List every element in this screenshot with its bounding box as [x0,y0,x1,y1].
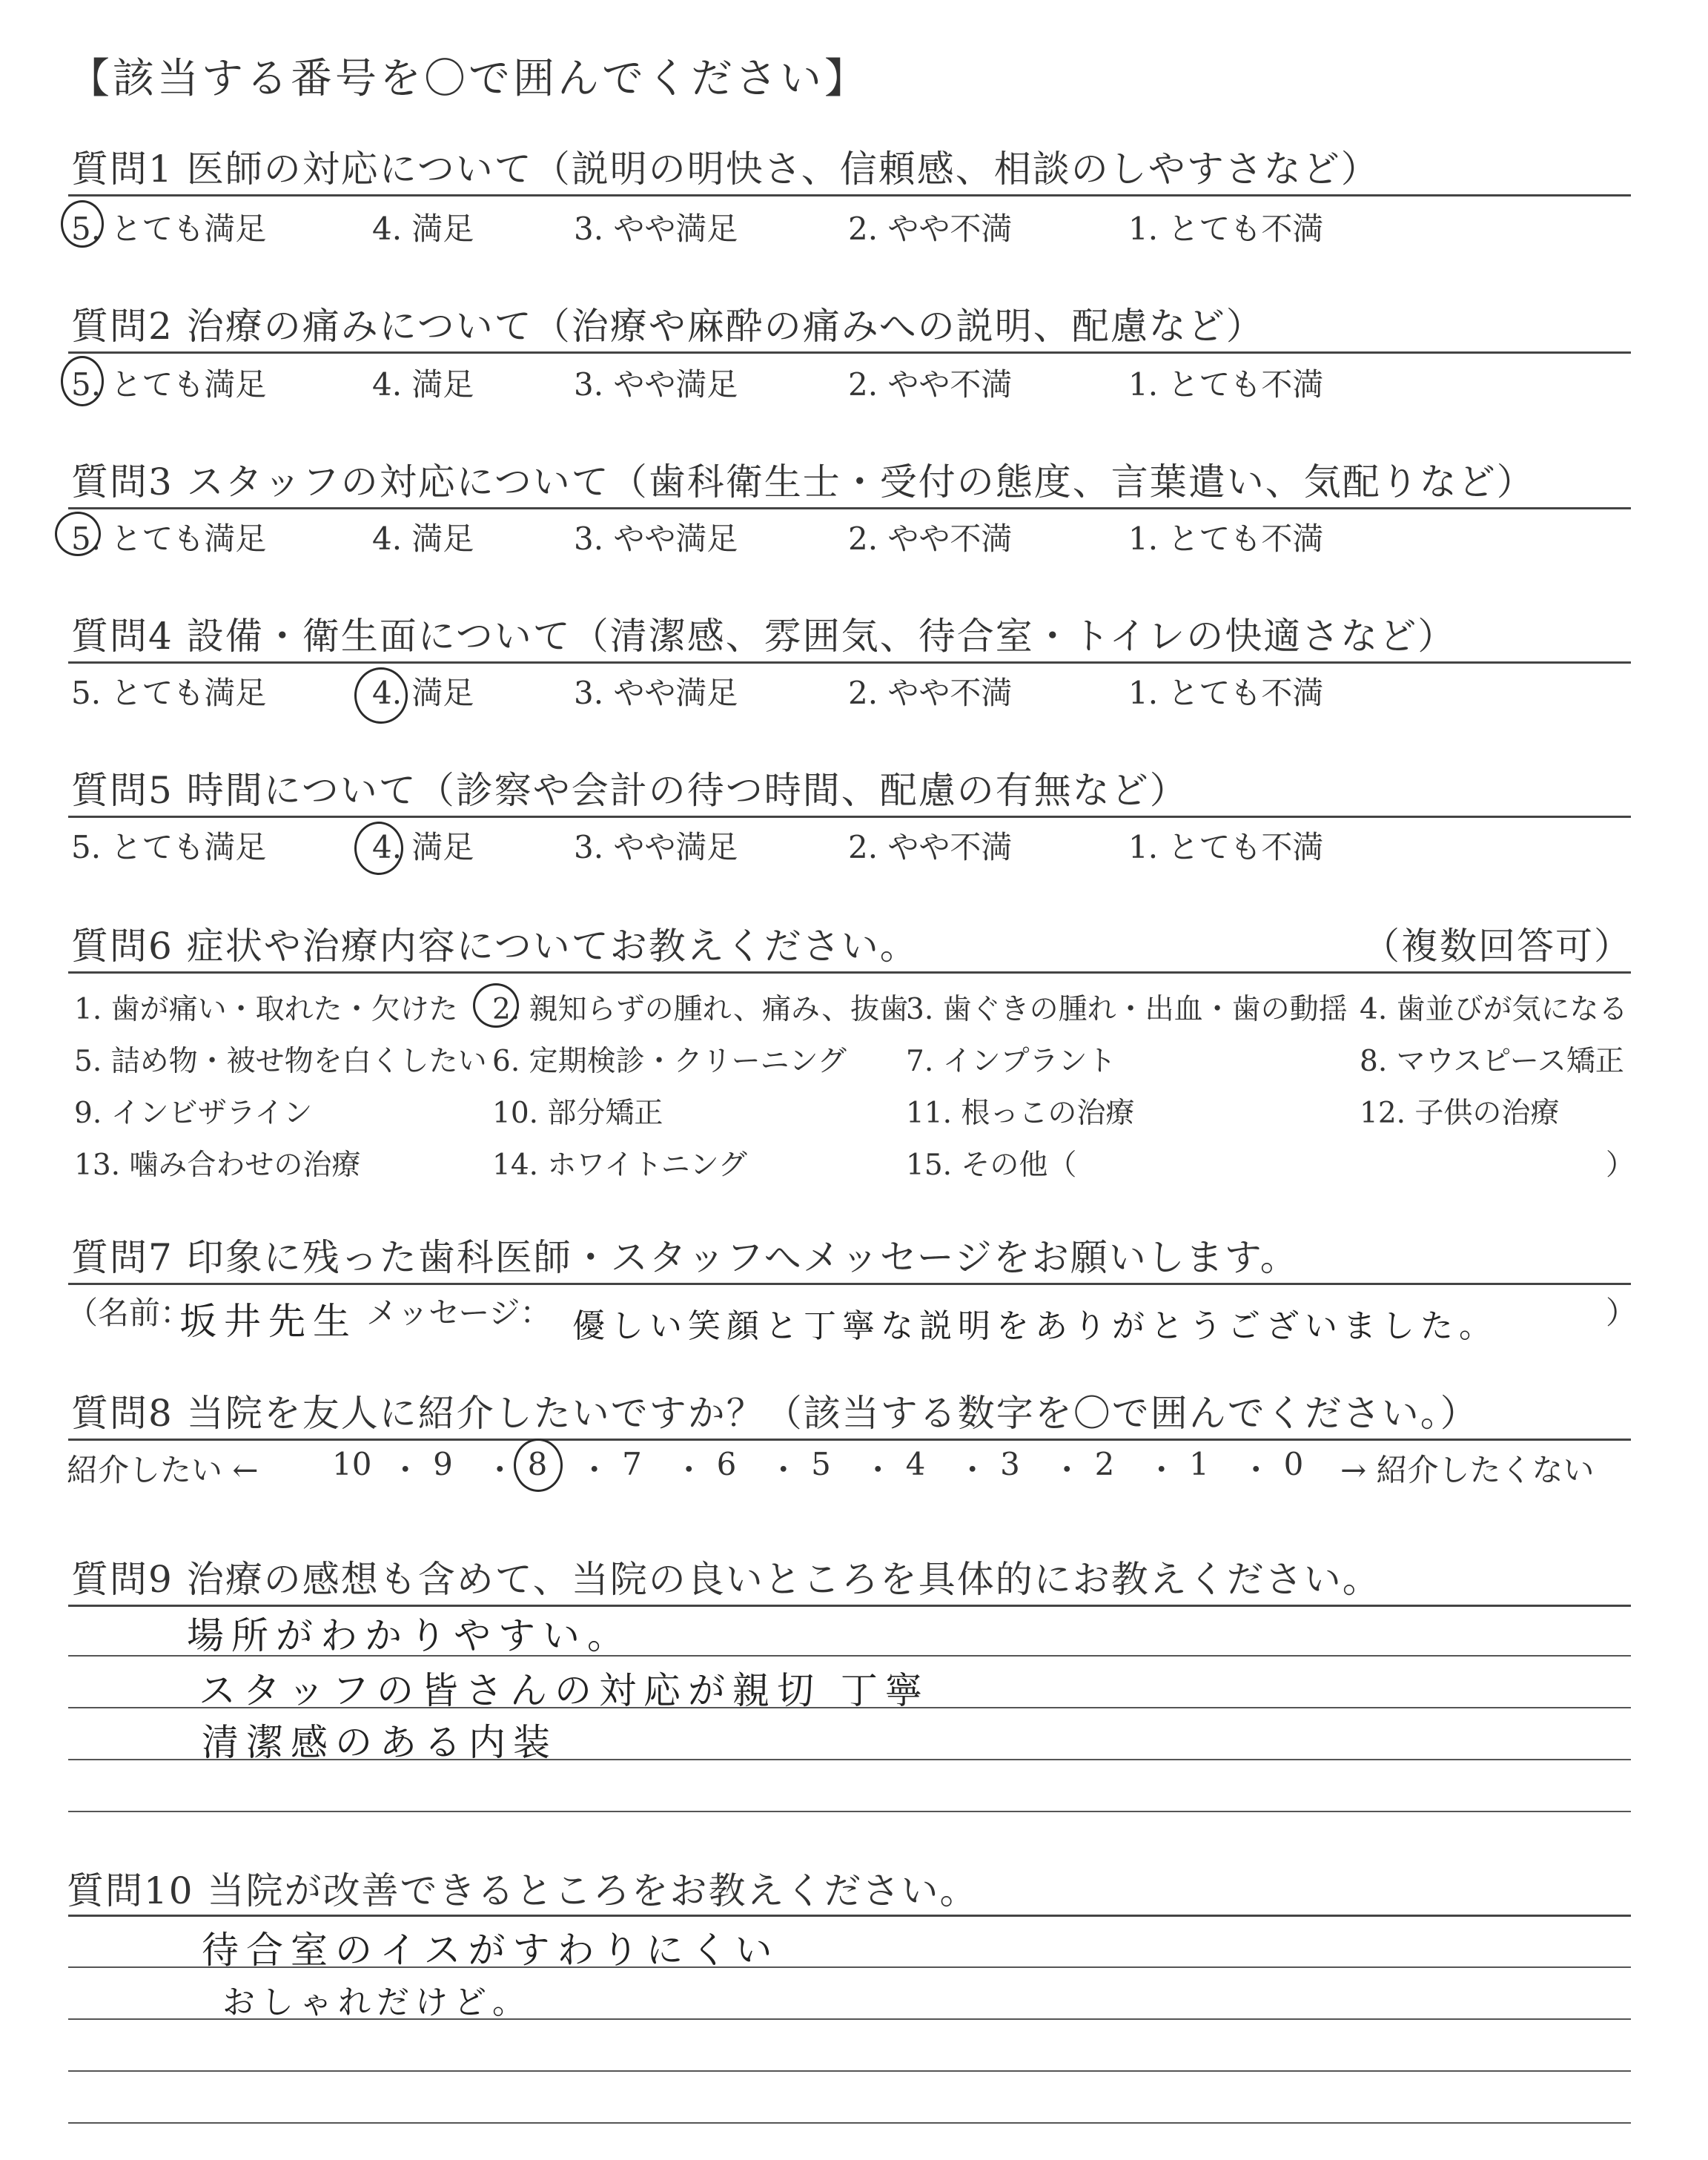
q1-option-3[interactable]: 3. やや満足 [574,211,738,247]
question-2-title: 質問2 治療の痛みについて（治療や麻酔の痛みへの説明、配慮など） [71,305,1265,348]
question-5-title: 質問5 時間について（診察や会計の待つ時間、配慮の有無など） [71,769,1188,812]
q4-option-1[interactable]: 1. とても不満 [1128,675,1324,711]
q3-option-1[interactable]: 1. とても不満 [1128,521,1324,557]
question-9-title: 質問9 治療の感想も含めて、当院の良いところを具体的にお教えください。 [71,1558,1381,1601]
question-10-title: 質問10 当院が改善できるところをお教えください。 [67,1869,979,1912]
question-6-note: （複数回答可） [1363,925,1632,968]
q10-answer-1[interactable]: 待合室のイスがすわりにくい [202,1929,780,1972]
q8-scale-separator: ・ [389,1452,421,1488]
q8-right-label: → 紹介したくない [1340,1452,1595,1488]
q6-item-15[interactable]: 15. その他（ [906,1149,1077,1182]
q5-option-1[interactable]: 1. とても不満 [1128,829,1324,865]
q5-selection-circle [354,822,403,875]
q5-option-2[interactable]: 2. やや不満 [848,829,1013,865]
q4-option-2[interactable]: 2. やや不満 [848,675,1013,711]
q1-option-4[interactable]: 4. 満足 [372,211,474,247]
q8-selection-circle [514,1439,563,1492]
q7-name-value[interactable]: 坂井先生 [179,1300,357,1343]
q6-item-11[interactable]: 11. 根っこの治療 [906,1097,1135,1130]
q4-option-3[interactable]: 3. やや満足 [574,675,738,711]
q2-option-2[interactable]: 2. やや不満 [848,366,1013,403]
question-1-rule [68,194,1631,196]
q2-option-3[interactable]: 3. やや満足 [574,366,738,403]
q9-answer-1[interactable]: 場所がわかりやすい。 [187,1614,632,1657]
q3-option-5[interactable]: 5. とても満足 [71,521,267,557]
q8-scale-separator: ・ [767,1452,799,1488]
q5-option-3[interactable]: 3. やや満足 [574,829,738,865]
q1-option-2[interactable]: 2. やや不満 [848,211,1013,247]
q9-answer-3[interactable]: 清潔感のある内装 [202,1721,557,1764]
q8-scale-value-9[interactable]: 9 [433,1446,453,1482]
q10-answer-2[interactable]: おしゃれだけど。 [222,1984,531,2021]
q8-scale-value-2[interactable]: 2 [1094,1446,1115,1482]
q7-name-label: （名前： [67,1295,192,1331]
q8-scale-value-6[interactable]: 6 [716,1446,737,1482]
q6-selection-circle [473,983,519,1028]
q2-selection-circle [61,356,104,406]
q1-selection-circle [61,200,104,248]
q7-message-label: メッセージ： [366,1295,552,1331]
q6-item-1[interactable]: 1. 歯が痛い・取れた・欠けた [74,993,458,1026]
q1-option-5[interactable]: 5. とても満足 [71,211,267,247]
question-2-rule [68,351,1631,354]
question-3-title: 質問3 スタッフの対応について（歯科衛生士・受付の態度、言葉遣い、気配りなど） [71,460,1535,503]
question-1-title: 質問1 医師の対応について（説明の明快さ、信頼感、相談のしやすさなど） [71,148,1380,191]
q8-scale-value-0[interactable]: 0 [1283,1446,1304,1482]
q8-scale-separator: ・ [1145,1452,1177,1488]
q4-option-4[interactable]: 4. 満足 [372,675,474,711]
q9-answer-2[interactable]: スタッフの皆さんの対応が親切 丁寧 [199,1669,930,1712]
q6-item-4[interactable]: 4. 歯並びが気になる [1360,993,1628,1026]
q3-option-3[interactable]: 3. やや満足 [574,521,738,557]
q8-scale-value-10[interactable]: 10 [332,1446,372,1482]
q6-item-15-close: ） [1606,1149,1635,1182]
q7-close-paren: ） [1606,1295,1638,1331]
q8-scale-value-3[interactable]: 3 [1000,1446,1020,1482]
q8-scale-value-1[interactable]: 1 [1189,1446,1209,1482]
q10-answer-line [68,2122,1631,2124]
q8-scale-separator: ・ [956,1452,988,1488]
q6-item-12[interactable]: 12. 子供の治療 [1360,1097,1560,1130]
q5-option-5[interactable]: 5. とても満足 [71,829,267,865]
q8-scale-separator: ・ [484,1452,516,1488]
q6-item-5[interactable]: 5. 詰め物・被せ物を白くしたい [74,1045,487,1078]
q3-option-2[interactable]: 2. やや不満 [848,521,1013,557]
q8-scale-value-5[interactable]: 5 [811,1446,831,1482]
q8-left-label: 紹介したい ← [67,1452,259,1488]
q6-item-2[interactable]: 2. 親知らずの腫れ、痛み、抜歯 [492,993,909,1026]
q8-scale-separator: ・ [1051,1452,1083,1488]
question-7-rule [68,1283,1631,1285]
question-4-title: 質問4 設備・衛生面について（清潔感、雰囲気、待合室・トイレの快適さなど） [71,615,1457,658]
q3-selection-circle [55,512,101,556]
q9-answer-line [68,1811,1631,1812]
q5-option-4[interactable]: 4. 満足 [372,829,474,865]
question-6-title: 質問6 症状や治療内容についてお教えください。 [71,925,918,968]
q8-scale-value-8[interactable]: 8 [527,1446,548,1482]
q6-item-10[interactable]: 10. 部分矯正 [492,1097,663,1130]
q3-option-4[interactable]: 4. 満足 [372,521,474,557]
q4-option-5[interactable]: 5. とても満足 [71,675,267,711]
instruction-heading: 【該当する番号を〇で囲んでください】 [68,55,869,103]
q8-scale-separator: ・ [1240,1452,1272,1488]
q2-option-1[interactable]: 1. とても不満 [1128,366,1324,403]
q6-item-8[interactable]: 8. マウスピース矯正 [1360,1045,1624,1078]
q1-option-1[interactable]: 1. とても不満 [1128,211,1324,247]
q6-item-7[interactable]: 7. インプラント [906,1045,1116,1078]
q6-item-3[interactable]: 3. 歯ぐきの腫れ・出血・歯の動揺 [906,993,1348,1026]
q8-scale-separator: ・ [673,1452,705,1488]
q8-scale-value-7[interactable]: 7 [622,1446,642,1482]
q6-item-6[interactable]: 6. 定期検診・クリーニング [492,1045,847,1078]
question-10-rule [68,1915,1631,1917]
question-5-rule [68,816,1631,818]
q10-answer-line [68,2070,1631,2072]
q8-scale-separator: ・ [862,1452,894,1488]
q2-option-4[interactable]: 4. 満足 [372,366,474,403]
question-8-title: 質問8 当院を友人に紹介したいですか？（該当する数字を〇で囲んでください。） [71,1392,1479,1435]
question-7-title: 質問7 印象に残った歯科医師・スタッフへメッセージをお願いします。 [71,1236,1299,1279]
q6-item-13[interactable]: 13. 噛み合わせの治療 [74,1149,361,1182]
q6-item-14[interactable]: 14. ホワイトニング [492,1149,747,1182]
q6-item-9[interactable]: 9. インビザライン [74,1097,313,1130]
q4-selection-circle [354,667,408,724]
question-8-rule [68,1439,1631,1441]
q7-message-value[interactable]: 優しい笑顔と丁寧な説明をありがとうございました。 [572,1307,1497,1345]
question-4-rule [68,661,1631,664]
q8-scale-separator: ・ [578,1452,610,1488]
q8-scale-value-4[interactable]: 4 [905,1446,926,1482]
q2-option-5[interactable]: 5. とても満足 [71,366,267,403]
question-3-rule [68,507,1631,509]
question-6-rule [68,971,1631,974]
